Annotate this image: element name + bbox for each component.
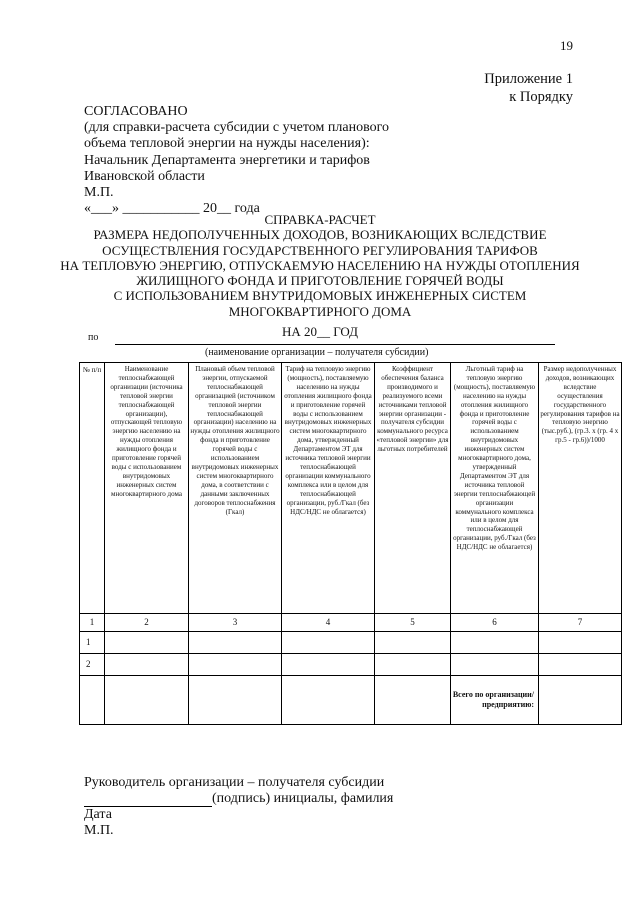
signature-line-row xyxy=(84,791,393,807)
column-number: 6 xyxy=(451,614,539,632)
title-line3: ОСУЩЕСТВЛЕНИЯ ГОСУДАРСТВЕННОГО РЕГУЛИРОВАНИЯ ТАРИФОВ xyxy=(102,242,538,258)
column-number-row xyxy=(80,614,622,632)
table-cell xyxy=(451,654,539,676)
approval-stamp: М.П. xyxy=(84,185,114,201)
approval-heading: СОГЛАСОВАНО xyxy=(84,104,188,119)
title-line1: СПРАВКА-РАСЧЕТ xyxy=(264,212,376,227)
title-line7: МНОГОКВАРТИРНОГО ДОМА xyxy=(228,303,412,319)
column-number: 7 xyxy=(539,614,622,632)
approval-line3: объема тепловой энергии на нужды населения): xyxy=(84,136,370,152)
table-cell xyxy=(189,654,282,676)
table-cell xyxy=(282,632,375,654)
table-row xyxy=(80,654,622,676)
page-number: 19 xyxy=(560,38,573,53)
column-number: 2 xyxy=(105,614,189,632)
table-cell xyxy=(282,676,375,725)
column-number: 5 xyxy=(375,614,451,632)
table-header-row xyxy=(80,363,622,614)
appendix-line2: к Порядку xyxy=(509,89,573,105)
table-cell xyxy=(105,676,189,725)
column-number: 3 xyxy=(189,614,282,632)
header-cell: Плановый объем тепловой энергии, отпускаемой теплоснабжающей организацией (источником тепловой энергии теплоснабжающей организации) населению на нужды отопления жилищного фонда и приготовление горячей воды с использованием внутридомовых инженерных систем многоквартирного дома, в соответствии с данными заключенных договоров теплоснабжения (Гкал) xyxy=(189,363,282,614)
header-cell: Наименование теплоснабжающей организации (источника тепловой энергии теплоснабжающей организации), отпускающей тепловую энергию населению на нужды отопления жилищного фонда и приготовление горячей воды с использованием внутридомовых инженерных систем многоквартирного дома xyxy=(105,363,189,614)
appendix-header xyxy=(484,70,573,106)
table-cell xyxy=(375,654,451,676)
document-title xyxy=(0,212,640,339)
approval-block xyxy=(84,104,389,217)
approval-line2: (для справки-расчета субсидии с учетом планового xyxy=(84,120,389,136)
column-number: 1 xyxy=(80,614,105,632)
appendix-line1: Приложение 1 xyxy=(484,71,573,87)
signature-block xyxy=(84,775,393,839)
title-line4: НА ТЕПЛОВУЮ ЭНЕРГИЮ, ОТПУСКАЕМУЮ НАСЕЛЕНИЮ НА НУЖДЫ ОТОПЛЕНИЯ xyxy=(60,257,580,273)
signature-stamp: М.П. xyxy=(84,823,114,838)
header-cell: Тариф на тепловую энергию (мощность), поставляемую населению на нужды отопления жилищного фонда и приготовление горячей воды с использованием внутридомовых инженерных систем многоквартирного дома, утвержденный Департаментом ЭТ для источника тепловой энергии теплоснабжающей организации коммунального комплекса или в целом для теплоснабжающей организации, руб./Гкал (без НДС/НДС не облагается) xyxy=(282,363,375,614)
row-number: 2 xyxy=(80,654,105,676)
header-cell: Коэффициент обеспечения баланса производимого и реализуемого всеми источниками тепловой энергии организации - получателя субсидии коммунального ресурса «тепловой энергии» для льготных потребителей xyxy=(375,363,451,614)
header-cell: № п/п xyxy=(80,363,105,614)
signature-title: Руководитель организации – получателя субсидии xyxy=(84,775,385,790)
row-number: 1 xyxy=(80,632,105,654)
org-prefix: по xyxy=(88,332,99,343)
title-year: НА 20__ ГОД xyxy=(281,324,359,340)
table-cell xyxy=(105,654,189,676)
title-line5: ЖИЛИЩНОГО ФОНДА И ПРИГОТОВЛЕНИЕ ГОРЯЧЕЙ ВОДЫ xyxy=(136,273,504,289)
approval-date: «___» ___________ 20__ года xyxy=(84,201,260,217)
title-line6: С ИСПОЛЬЗОВАНИЕМ ВНУТРИДОМОВЫХ ИНЖЕНЕРНЫХ СИСТЕМ xyxy=(113,288,527,304)
table-cell xyxy=(189,676,282,725)
table-cell xyxy=(375,632,451,654)
table-cell xyxy=(375,676,451,725)
table-total-row xyxy=(80,676,622,725)
title-line2: РАЗМЕРА НЕДОПОЛУЧЕННЫХ ДОХОДОВ, ВОЗНИКАЮЩИХ ВСЛЕДСТВИЕ xyxy=(93,227,547,243)
calculation-table xyxy=(79,362,622,725)
column-number: 4 xyxy=(282,614,375,632)
table-cell xyxy=(451,632,539,654)
table-row xyxy=(80,632,622,654)
header-cell: Размер недополученных доходов, возникающих вследствие осуществления государственного регулирования тарифов на тепловую энергию (тыс.руб.), (гр.3. х (гр. 4 х гр.5 - гр.6))/1000 xyxy=(539,363,622,614)
header-cell: Льготный тариф на тепловую энергию (мощность), поставляемую населению на нужды отопления жилищного фонда и приготовление горячей воды с использованием внутридомовых инженерных систем многоквартирного дома, утвержденный Департаментом ЭТ для источника тепловой энергии теплоснабжающей организации коммунального комплекса или в целом для теплоснабжающей организации, руб./Гкал (без НДС/НДС не облагается) xyxy=(451,363,539,614)
org-caption: (наименование организации – получателя субсидии) xyxy=(205,347,429,358)
table-cell xyxy=(539,632,622,654)
table-cell xyxy=(539,654,622,676)
table-cell xyxy=(282,654,375,676)
signature-caption: (подпись) инициалы, фамилия xyxy=(212,791,394,806)
org-name-line xyxy=(115,344,555,345)
table-cell xyxy=(189,632,282,654)
approval-line4: Начальник Департамента энергетики и тарифов xyxy=(84,152,370,168)
table-cell xyxy=(105,632,189,654)
signature-line xyxy=(84,794,212,807)
table-cell xyxy=(80,676,105,725)
approval-line5: Ивановской области xyxy=(84,168,205,184)
total-label: Всего по организации/ предприятию: xyxy=(451,676,539,725)
table-cell xyxy=(539,676,622,725)
signature-date: Дата xyxy=(84,807,112,822)
